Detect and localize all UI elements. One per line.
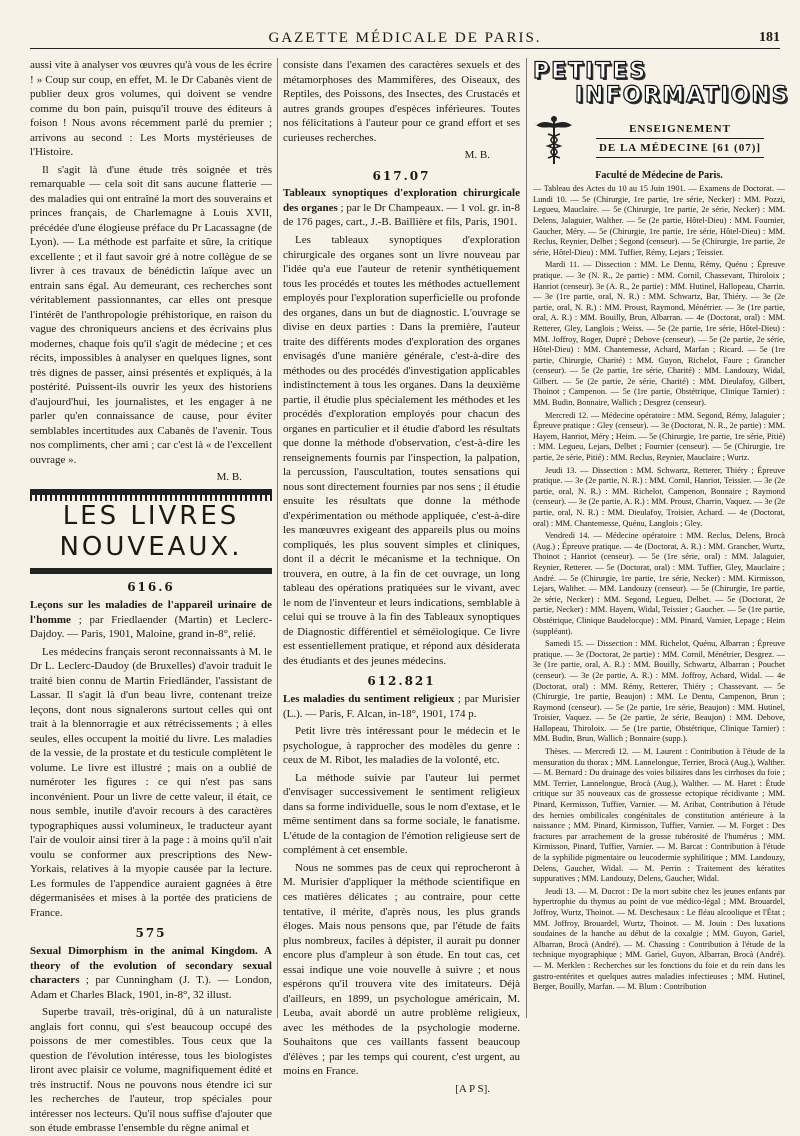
column-divider <box>277 58 278 1018</box>
book-entry-heading <box>30 598 272 642</box>
paragraph: Les médecins français seront reconnaissants à M. le Dr L. Leclerc-Daudoy (de Bruxelles) d'avoir traduit le traité bien connu de Martin Friedländer, l'assistant de Lassar. Il s'agit là d'un beau livre, contenant treize leçons, dont nous signalerons surtout celles qui ont trait à la blennorragie et aux rétrécissements ; à elles seules, elles occupent la moitié du livre. Les maladies de la vessie, de la prostate et du testicule complètent le volume. Le livre est illustré ; mais on a oublié de numéroter les figures : ce qui n'est pas sans inconvénient. Pour un livre de cette valeur, il était, ce nous semble, inutile d'avoir recours à des caractères typographiques aussi volumineux, le traducteur ayant l'air de vouloir ainsi tirer à la page : à moins qu'il n'ait voulu se conformer aux prescriptions des New-Yorkais, relatives à la myopie causée par la lecture. Les formules de l'appendice auraient gagnées à être dégermanisées et mises à la portée des praticiens de France. <box>30 645 272 919</box>
enseignement-line2: DE LA MÉDECINE [61 (07)] <box>596 138 764 159</box>
paragraph: Superbe travail, très-original, dû à un naturaliste anglais fort connu, qui s'est beaucoup occupé des poissons de mer comestibles. Tous ceux que la question de l'évolution intéresse, tous les biologistes liront avec plaisir ce volume, magnifiquement édité et très instructif. Nous ne pouvons nous étendre ici sur les recherches de l'auteur, trop spéciales pour intéresser nos lecteurs. Qu'il nous suffise d'ajouter que son étude embrasse l'ensemble du règne animal et <box>30 1006 272 1135</box>
section-title-line1: LES LIVRES <box>62 500 240 531</box>
page-header <box>30 28 780 49</box>
book-title: Sexual Dimorphism in the animal Kingdom. A theory of the evolution of secondary sexual characters <box>30 945 272 987</box>
signature: [A P S]. <box>455 1082 490 1095</box>
section-banner <box>30 489 272 574</box>
paragraph: Petit livre très intéressant pour le médecin et le psychologue, à rapprocher des modèles du genre : ceux de M. Ribot, les maladies de la volonté, etc. <box>283 725 520 767</box>
book-biblio: ; par Murisier (L.). — Paris, F. Alcan, in-18°, 1901, 174 p. <box>283 693 520 720</box>
book-title: Les maladies du sentiment religieux <box>283 693 455 706</box>
faculty-heading: Faculté de Médecine de Paris. <box>595 169 723 181</box>
column-divider <box>526 58 527 1018</box>
book-entry-heading <box>283 692 520 721</box>
paragraph: Thèses. — Mercredi 12. — M. Laurent : Contribution à l'étude de la mensuration du thorax ; MM. Lannelongue, Terrier, Brocà (Aug.), Walther. — M. Bernard : Du drainage des voies biliaires dans les cirrhoses du foie ; MM. Terrier, Lannelongue, Brocà (Aug.), Walther. — M. Haret : Étude critique sur 35 nouveaux cas de grossesse ectopique récidivante ; MM. Pinard, Kermisson, Tuffier, Varnier. — M. Aribat, Contribution à l'étude des hernies ombilicales congénitales de constitution antérieure à la naissance ; MM. Pinard, Kirmisson, Tuffier, Varnier. — M. Forget : Des fractures par arrachement de la grosse tubérosité de l'humérus ; MM. Kirmisson, Pinard, Tuffier, Varnier. — M. Barcat : Contribution à l'étude de la syphilide pigmentaire ou leucodermie syphilitique ; MM. Landouzy, Delens, Gaucher, Widal. — M. Perrin : Traitement des kératites suppuratives ; MM. Landouzy, Delens, Gaucher, Widal. <box>533 747 785 884</box>
paragraph: Nous ne sommes pas de ceux qui reprocheront à M. Murisier d'appliquer la méthode scientifique en ces matières délicates ; au contraire, pour cette tentative, il mérite, d'après nous, les plus grands éloges. Mais nous pensons que, par l'étude de faits plus nombreux, faciles à dépister, il aurait pu donner encore plus d'ampleur à son étude. En tout cas, cet essai indique une voie nouvelle à suivre ; et nous espérons qu'il trouvera vite des imitateurs. Déjà d'ailleurs, en 1899, un psychologue américain, M. Leuba, avait abordé un autre problème religieux, avec les méthodes de la psychologie moderne. Souhaitons que ces vaillants fassent beaucoup d'élèves ; par les temps qui courent, c'est urgent, au moins en France. <box>283 861 520 1078</box>
book-title: Tableaux synoptiques d'exploration chirurgicale des organes <box>283 187 520 214</box>
paragraph: Il s'agit là d'une étude très soignée et très remarquable — cela soit dit sans aucune flatterie — des maladies qui ont entraîné la mort des souverains et princes français, de Charlemagne à Louis XVII, précédée d'une élogieuse préface du Pr Lacassagne (de Lyon). — La méthode est parfaite et sûre, la critique excellente ; et il faut savoir gré à notre collègue de se livrer à ces travaux de bénédictin laïque avec un entrain sans égal. Au demeurant, ces recherches sont véritablement passionnantes, car elles ont presque l'intérêt de l'anthropologie préhistorique, en raison du vague des chroniqueurs anciens et des écrivains plus modernes, chaque fois qu'il s'agit de médecine ; et ces récits, impossibles à analyser en quelques lignes, sont très dignes de passer, ainsi présentés et expliqués, à la postérité. Puissent-ils ouvrir les yeux des historiens d'aujourd'hui, les journalistes, et les engager à ne parler qu'en connaissance de cause, pour éviter semblables incertitudes aux Cabanès de l'avenir. Tous nos compliments, cher ami ; car c'est là « de l'excellent ouvrage ». <box>30 163 272 466</box>
book-entry-heading <box>30 944 272 1002</box>
enseignement-text <box>575 121 785 158</box>
paragraph: aussi vite à analyser vos œuvres qu'à vous de les écrire ! » Coup sur coup, en effet, M. le Dr Cabanès vient de publier deux gros volumes, qui doivent se vendre comme du bon pain, puisqu'il trouve des éditeurs à foison ! Nous avons récemment parlé du premier ; arrivons au second : Les Morts mystérieuses de l'Histoire. <box>30 59 272 159</box>
paragraph: Mardi 11. — Dissection : MM. Le Dentu, Rémy, Quénu ; Épreuve pratique. — 3e (N. R., 2e partie) : MM. Cornil, Chassevant, Thiroloix ; Hanriot (censeur). 3e (A. R., 2e partie) : MM. Hutinel, Hallopeau, Charrin. — 3e (1re partie, oral, N. R.) : MM. Schwartz, Bar, Thiéry. — 3e (2e partie, oral, N. R.) : MM. Proust, Raymond, Ménétrier. — 3e (1re partie, oral, A. R.) : MM. Bouilly, Brun, Albarran. — 4e (Doctorat, oral) : MM. Retterer, Gley, Langlois ; Weiss. — 5e (2e partie, 1re série, Hôtel-Dieu) : MM. Joffroy, Roger, Dupré ; Debove (censeur). — 5e (2e partie, 2e série, Hôtel-Dieu) : MM. Chantemesse, Achard, Marfan ; Ricard. — 5e (1re partie, Chirurgie, Charité) : MM. Guyon, Richelot, Faure ; Grancher (censeur). — 5e (2e partie, 1re série, Charité) : MM. Landouzy, Widal, Gilbert. — 5e (2e partie, 2e série, Charité) : MM. Dieulafoy, Gilbert, Thoinot ; Campenon. — 5e (1re partie, Obstétrique, Clinique Tarnier) : MM. Budin, Bonnaire, Wallich ; Desgrez (censeur). <box>533 260 785 408</box>
paragraph: Samedi 15. — Dissection : MM. Richelot, Quénu, Albarran ; Épreuve pratique. — 3e (Doctorat, 2e partie) : MM. Cornil, Ménétrier, Desgrez. — 3e (1re partie, oral, A. R.) : MM. Bouilly, Schwartz, Albarran ; Pouchet (censeur). — 3e (2e partie, A. R.) : MM. Joffroy, Achard, Widal. — 4e (Doctorat, oral) : MM. Rémy, Retterer, Thiéry ; Chassevant. — 5e (Chirurgie, 1re partie, Beaujon) : MM. Le Dentu, Campenon, Brun ; Raymond (censeur). — 5e (2e partie, 1re série, Beaujon) : MM. Hutinel, Troisier, Vaquez. — 5e (2e partie, 2e série, Beaujon) : MM. Debove, Hallopeau, Thiroloix. — 5e (1re partie, Obstétrique, Clinique Tarnier) : MM. Budin, Brun, Wallich ; Bonnaire (supp.). <box>533 639 785 744</box>
column-2 <box>283 58 520 1095</box>
enseignement-line1: ENSEIGNEMENT <box>629 123 731 135</box>
classification-number: 617.07 <box>372 168 431 183</box>
signature: M. B. <box>464 149 490 162</box>
column-3 <box>533 58 790 1033</box>
paragraph: Jeudi 13. — Dissection : MM. Schwartz, Retterer, Thiéry ; Épreuve pratique. — 3e (2e partie, N. R.) : MM. Cornil, Hanriot, Teissier. — 3e (2e partie, oral, N. R.) : MM. Richelot, Campenon, Bonnaire ; Raymond (censeur). — 3e (2e partie, A. R.) : MM. Proust, Charrin, Vaquez. — 3e (2e partie, oral, N. R.) : MM. Dieulafoy, Troisier, Achard. — 4e (Doctorat, oral) : MM. Chantemesse, Quénu, Langlois ; Gley. <box>533 465 785 528</box>
book-biblio: ; par le Dr Champeaux. — 1 vol. gr. in-8 de 176 pages, cart., J.-B. Baillière et fils, Paris, 1901. <box>283 201 520 229</box>
classification-number: 616.6 <box>127 580 175 595</box>
paragraph: consiste dans l'examen des caractères sexuels et des métamorphoses des Mammifères, des Oiseaux, des Reptiles, des Poissons, des Insectes, des Crustacés et autres grands groupes d'espèces inférieures. Toutes nos félicitations à l'auteur pour ce grand effort et ses curieuses recherches. <box>283 59 520 144</box>
caduceus-icon <box>533 114 575 166</box>
logo-line2-wrap <box>533 82 790 108</box>
paragraph: Mercredi 12. — Médecine opératoire : MM. Segond, Rémy, Jalaguier ; Épreuve pratique : Gley (censeur). — 3e (Doctorat, N. R., 2e partie) : MM. Hayem, Hanriot, Méry ; Heim. — 5e (Chirurgie, 1re partie, 1re série, Pitié) : MM. Legueu, Lejars, Delbet ; Fournier (censeur). — 5e (Chirurgie, 1re partie, 2e série, Pitié) : MM. Reclus, Reynier, Mauclaire ; Wurtz. <box>533 410 785 463</box>
page-number: 181 <box>759 30 780 45</box>
classification-number: 575 <box>135 926 167 941</box>
book-biblio: ; par Cunningham (J. T.). — London, Adam et Charles Black, 1901, in-8°, 32 illust. <box>30 974 272 1001</box>
paragraph: Les tableaux synoptiques d'exploration chirurgicale des organes sont un livre nouveau par l'idée qu'a eue l'auteur de retenir synthétiquement tous les procédés et toutes les méthodes actuellement employés pour l'exploration superficielle ou profonde des organes, dans un but de diagnostic. L'ouvrage se divise en deux parties : Dans la première, l'auteur traite des différents modes d'exploration des organes envisagés d'une manière générale, c'est-à-dire des méthodes ou des procédés d'investigation applicables indistinctement à tous les organes. Dans la deuxième partie, il étudie plus spécialement les méthodes et les procédés d'exploration employés pour chacun des organes en particulier et il étudie d'abord les résultats que donne la méthode d'observation, c'est-à-dire les renseignements fournis par l'inspection, la palpation, la percussion, l'auscultation, toutes sensations qui nous sont directement fournies par nos sens ; il étudie ensuite les résultats que donne la méthode d'expérimentation ou méthode appliquée, c'est-à-dire les manœuvres exigeant des appareils plus ou moins compliqués, les plus souvent simples et cliniques, dont il a décrit le mécanisme et la technique. On trouvera, en outre, à la fin de cet ouvrage, un long tableau des opérations pratiquées sur le vivant, avec le nom de l'inventeur et leurs indications, semblable à celui qui se trouve à la fin des Tableaux synoptiques de Diagnostic différentiel et séméiologique. Ce livre est essentiellement pratique, et répond aux désiderata des étudiants et des jeunes médecins. <box>283 233 520 667</box>
book-title: Leçons sur les maladies de l'appareil urinaire de l'homme <box>30 599 272 626</box>
signature: M. B. <box>216 471 242 484</box>
paragraph: Vendredi 14. — Médecine opératoire : MM. Reclus, Delens, Brocà (Aug.) ; Épreuve pratique. — 4e (Doctorat, A. R.) : MM. Grancher, Wurtz, Thoinot ; Hanriot (censeur). — 5e (1re série, oral) : MM. Jalaguier, Reynier, Retterer. — 5e (Doctorat, oral) : MM. Tuffier, Gley, Mauclaire ; André. — 5e (Chirurgie, 1re partie, 1re série, Necker) : MM. Kirmisson, Lejars, Walther. — MM. Landouzy (censeur). — 5e (Chirurgie, 1re partie, 2e série, Necker) : MM. Segond, Legueu, Delbet. — 5e (Doctorat, 2e partie, Necker) : MM. Hayem, Widal, Teissier ; Gaucher. — 5e (1re partie, Obstétrique, Clinique Baudelocque) : MM. Pinard, Varnier, Lepage ; Heim (suppléant). <box>533 531 785 636</box>
journal-title: GAZETTE MÉDICALE DE PARIS. <box>268 30 542 46</box>
paragraph: — Tableau des Actes du 10 au 15 Juin 1901. — Examens de Doctorat. — Lundi 10. — 5e (Chirurgie, 1re partie, 1re série, Necker) : MM. Pozzi, Legueu, Mauclaire. — 5e (Chirurgie, 1re partie, 2e série, Necker) : MM. Delens, Jalaguier, Walther. — 5e (2e partie, Hôtel-Dieu) : MM. Fournier, Gaucher, Méry. — 5e (Chirurgie, 1re partie, 1re série, Hôtel-Dieu) : MM. Reclus, Reynier, Delbet ; Segond (censeur). — 5e (Chirurgie, 1re partie, 2e série, Hôtel-Dieu) : MM. Tuffier, Rémy, Lejars ; Teissier. <box>533 184 785 257</box>
book-biblio: ; par Friedlaender (Martin) et Leclerc-Dajdoy. — Paris, 1901, Maloine, grand in-8°, relié. <box>30 613 272 641</box>
column-1 <box>30 58 272 1135</box>
classification-number: 612.821 <box>367 674 436 689</box>
enseignement-heading <box>533 114 785 166</box>
petites-informations-logo <box>533 59 790 108</box>
logo-line2: INFORMATIONS <box>575 82 790 108</box>
paragraph: Jeudi 13. — M. Ducrot : De la mort subite chez les jeunes enfants par hypertrophie du thymus au point de vue médico-légal ; MM. Brouardel, Joffroy, Wurtz, Thoinot. — M. Deschesaux : Le fléau alcoolique et l'État ; MM. Joffroy, Brouardel, Wurtz, Thoinot. — M. Jouin : Des luxations soudaines de la hanche au début de la coxalgie ; MM. Guyon, Gariel, Albarran, Brocà (André). — M. Chassing : Contribution à l'étude de la technique myographique ; MM. Gariel, Guyon, Albarran, Brocà (André). — M. Merklen : Recherches sur les fonctions du foie et du rein dans les gastro-entérites et quelques autres maladies infectieuses ; MM. Hutinel, Berger, Bouilly, Marfan. — M. Blum : Contribution <box>533 886 785 992</box>
logo-line1: PETITES <box>533 59 648 84</box>
book-entry-heading <box>283 186 520 230</box>
section-title-line2: NOUVEAUX. <box>59 531 243 562</box>
paragraph: La méthode suivie par l'auteur lui permet d'envisager successivement le sentiment religieux dans sa forme individuelle, sous le nom d'extase, et le même sentiment dans sa forme sociale, le fanatisme. L'étude de la contagion de l'émotion religieuse sert de complément à cet ensemble. <box>283 771 520 857</box>
